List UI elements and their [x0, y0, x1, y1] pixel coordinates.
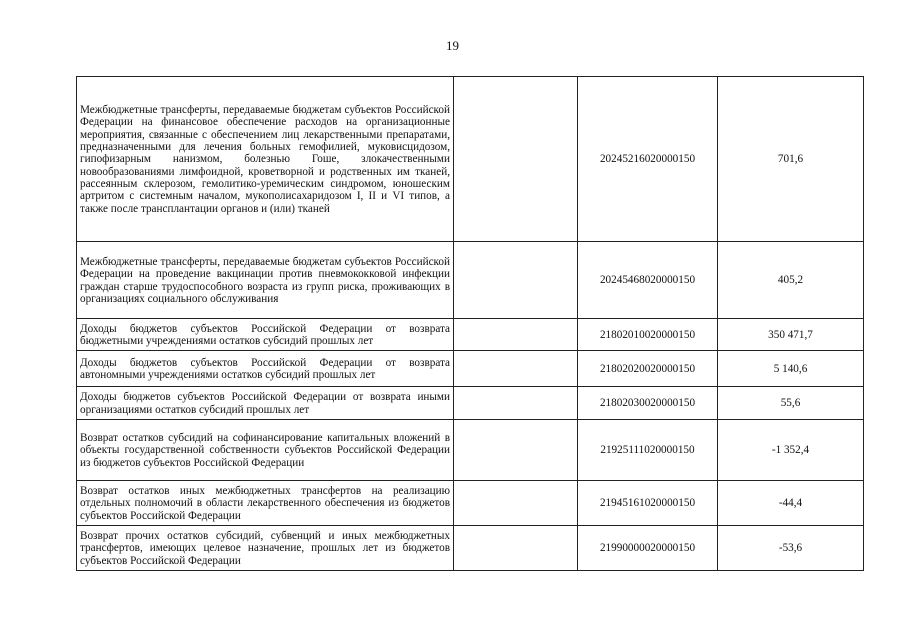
row-empty-cell [454, 526, 578, 571]
table-row [77, 319, 864, 351]
row-code: 21990000020000150 [578, 526, 718, 571]
budget-table [76, 76, 864, 571]
row-amount: 5 140,6 [718, 351, 864, 387]
table-row [77, 351, 864, 387]
row-empty-cell [454, 420, 578, 481]
row-empty-cell [454, 351, 578, 387]
row-description: Возврат остатков иных межбюджетных трансфертов на реализацию отдельных полномочий в области лекарственного обеспечения из бюджетов субъектов Российской Федерации [77, 481, 454, 526]
row-code: 21945161020000150 [578, 481, 718, 526]
row-description: Межбюджетные трансферты, передаваемые бюджетам субъектов Российской Федерации на проведение вакцинации против пневмококковой инфекции граждан старше трудоспособного возраста из групп риска, проживающих в организациях социального обслуживания [77, 242, 454, 319]
row-empty-cell [454, 387, 578, 420]
row-empty-cell [454, 481, 578, 526]
row-code: 21925111020000150 [578, 420, 718, 481]
row-amount: 405,2 [718, 242, 864, 319]
row-amount: -44,4 [718, 481, 864, 526]
row-empty-cell [454, 77, 578, 242]
row-description: Доходы бюджетов субъектов Российской Федерации от возврата бюджетными учреждениями остатков субсидий прошлых лет [77, 319, 454, 351]
table-row [77, 526, 864, 571]
row-amount: 55,6 [718, 387, 864, 420]
row-empty-cell [454, 319, 578, 351]
table-row [77, 420, 864, 481]
table-row [77, 77, 864, 242]
row-description: Возврат прочих остатков субсидий, субвенций и иных межбюджетных трансфертов, имеющих целевое назначение, прошлых лет из бюджетов субъектов Российской Федерации [77, 526, 454, 571]
row-code: 21802010020000150 [578, 319, 718, 351]
row-code: 20245216020000150 [578, 77, 718, 242]
row-amount: -53,6 [718, 526, 864, 571]
table-row [77, 481, 864, 526]
row-amount: -1 352,4 [718, 420, 864, 481]
row-code: 21802020020000150 [578, 351, 718, 387]
row-description: Доходы бюджетов субъектов Российской Федерации от возврата автономными учреждениями остатков субсидий прошлых лет [77, 351, 454, 387]
row-description: Возврат остатков субсидий на софинансирование капитальных вложений в объекты государственной собственности субъектов Российской Федерации из бюджетов субъектов Российской Федерации [77, 420, 454, 481]
row-description: Межбюджетные трансферты, передаваемые бюджетам субъектов Российской Федерации на финансовое обеспечение расходов на организационные мероприятия, связанные с обеспечением лиц лекарственными препаратами, предназначенными для лечения больных гемофилией, муковисцидозом, гипофизарным нанизмом, болезнью Гоше, злокачественными новообразованиями лимфоидной, кроветворной и родственных им тканей, рассеянным склерозом, гемолитико-уремическим синдромом, юношеским артритом с системным началом, мукополисахаридозом I, II и VI типов, а также после трансплантации органов и (или) тканей [77, 77, 454, 242]
table-row [77, 242, 864, 319]
page-number: 19 [446, 38, 459, 53]
row-empty-cell [454, 242, 578, 319]
row-amount: 701,6 [718, 77, 864, 242]
row-code: 21802030020000150 [578, 387, 718, 420]
row-description: Доходы бюджетов субъектов Российской Федерации от возврата иными организациями остатков субсидий прошлых лет [77, 387, 454, 420]
row-code: 20245468020000150 [578, 242, 718, 319]
table-row [77, 387, 864, 420]
row-amount: 350 471,7 [718, 319, 864, 351]
